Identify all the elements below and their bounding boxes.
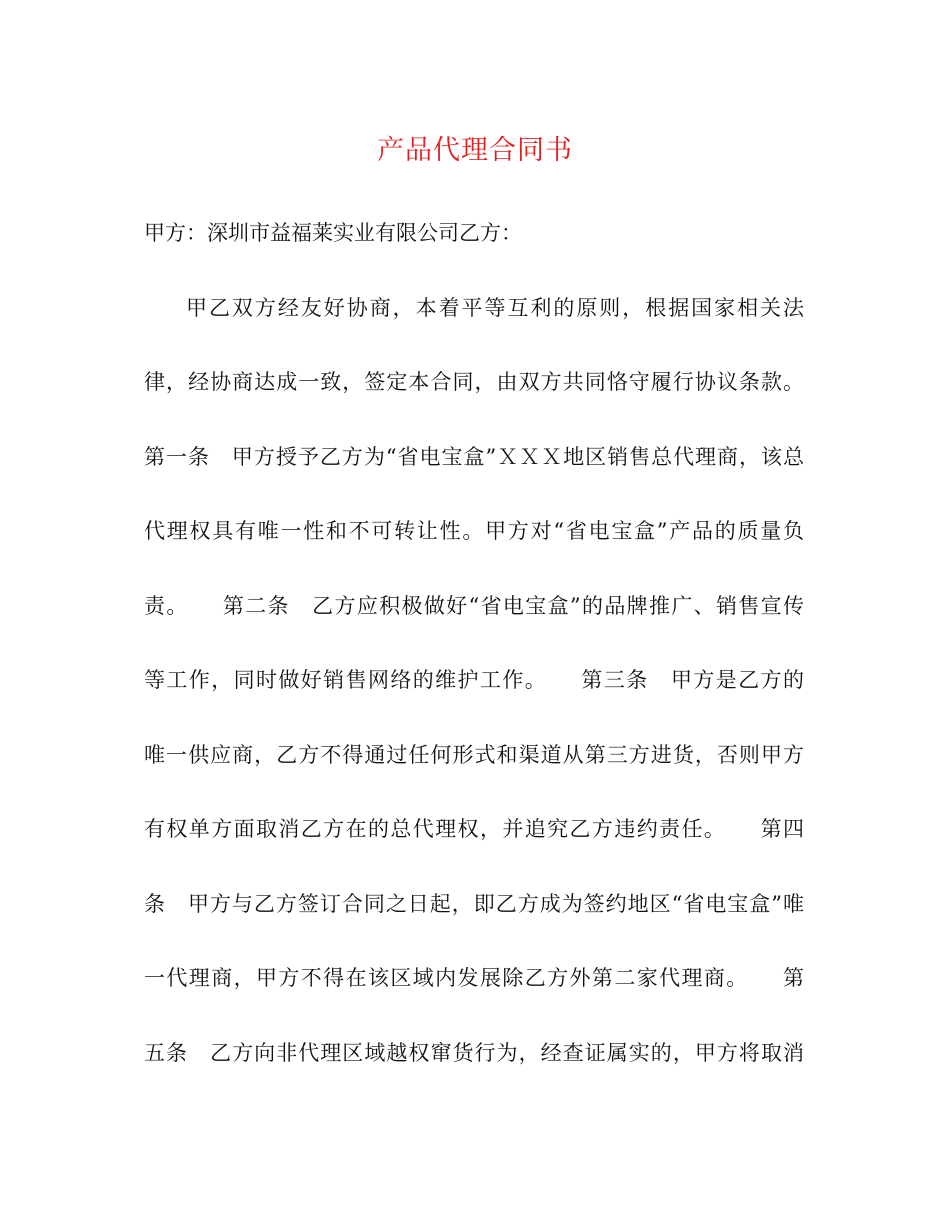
body-line-11: 五条 乙方向非代理区域越权窜货行为，经查证属实的，甲方将取消	[144, 1040, 804, 1065]
document-body	[144, 214, 804, 1108]
body-line-7: 唯一供应商，乙方不得通过任何形式和渠道从第三方进货，否则甲方	[144, 742, 804, 767]
party-line: 甲方：深圳市益福莱实业有限公司乙方：	[144, 221, 522, 245]
body-line-5: 责。 第二条 乙方应积极做好“省电宝盒”的品牌推广、销售宣传	[144, 593, 804, 618]
body-line-8: 有权单方面取消乙方在的总代理权，并追究乙方违约责任。 第四	[144, 817, 804, 841]
body-line-2: 律，经协商达成一致，签定本合同，由双方共同恪守履行协议条款。	[144, 370, 804, 394]
body-line-1: 甲乙双方经友好协商，本着平等互利的原则，根据国家相关法	[186, 295, 804, 320]
body-line-4: 代理权具有唯一性和不可转让性。甲方对“省电宝盒”产品的质量负	[144, 519, 804, 543]
body-line-9: 条 甲方与乙方签订合同之日起，即乙方成为签约地区“省电宝盒”唯	[144, 891, 804, 916]
document-title: 产品代理合同书	[377, 135, 573, 166]
body-line-3: 第一条 甲方授予乙方为“省电宝盒”ＸＸＸ地区销售总代理商，该总	[144, 444, 804, 469]
body-line-6: 等工作，同时做好销售网络的维护工作。 第三条 甲方是乙方的	[144, 668, 804, 692]
body-line-10: 一代理商，甲方不得在该区域内发展除乙方外第二家代理商。 第	[144, 966, 804, 990]
